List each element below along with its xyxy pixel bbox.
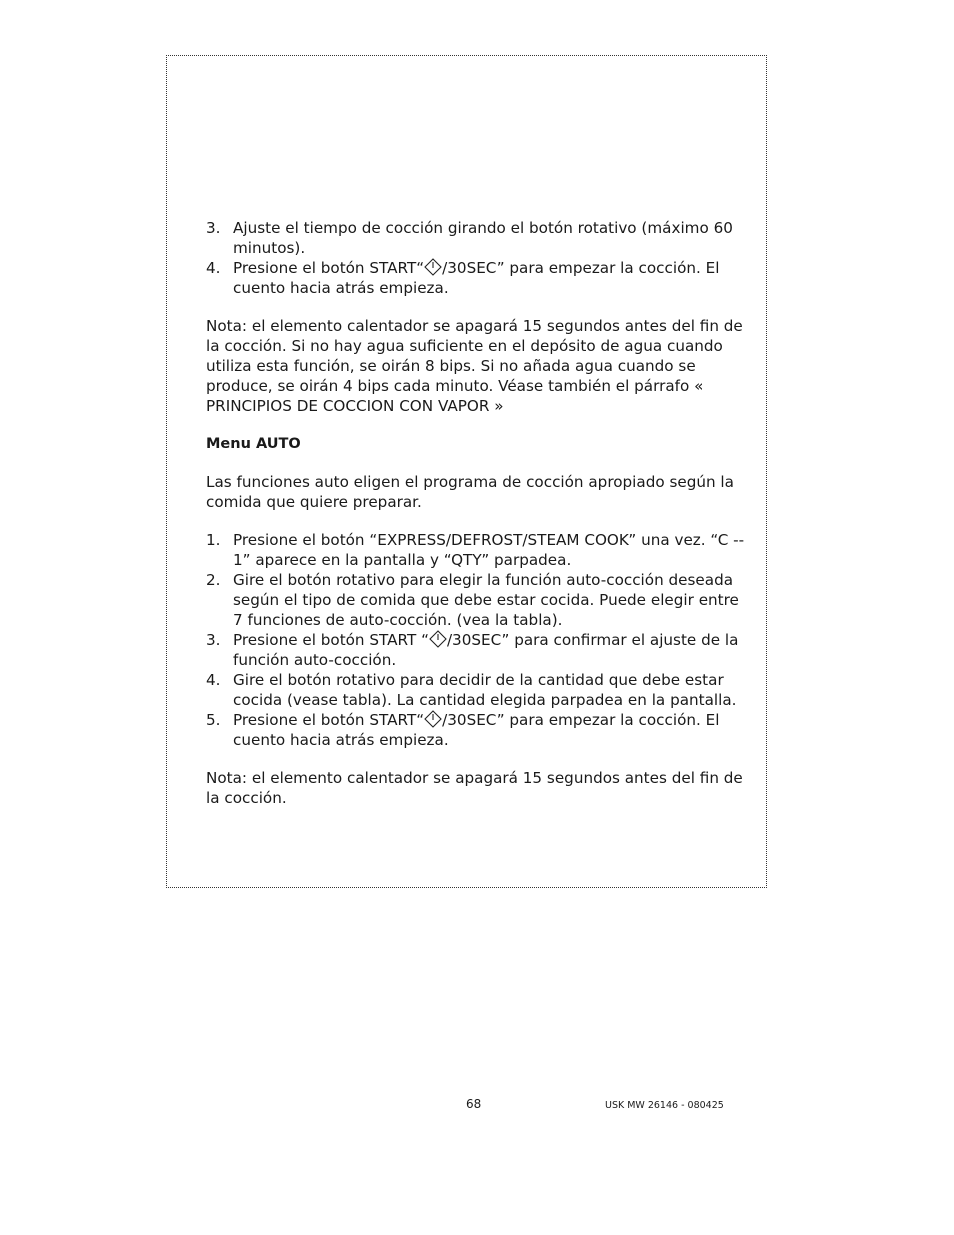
note-paragraph: Nota: el elemento calentador se apagará 15 segundos antes del fin de la cocción. Si no hay agua suficiente en el depósito de agua cuando utiliza esta función, se oirán 8 bips. Si no añada agua cuando se produce, se oirán 4 bips cada minuto. Véase también el párrafo « PRINCIPIOS DE COCCION CON VAPOR » <box>206 317 743 415</box>
list-item: 4. Presione el botón START“ /30SEC” para empezar la cocción. El cuento hacia atrás empieza. <box>206 259 720 297</box>
page-number: 68 <box>466 1097 482 1111</box>
steps-list-b <box>206 530 751 750</box>
start-icon <box>424 710 442 728</box>
start-icon <box>429 630 447 648</box>
document-code: USK MW 26146 - 080425 <box>605 1100 724 1111</box>
list-item: 2. Gire el botón rotativo para elegir la función auto-cocción deseada según el tipo de comida que debe estar cocida. Puede elegir entre 7 funciones de auto-cocción. (vea la tabla). <box>206 571 739 629</box>
intro-paragraph: Las funciones auto eligen el programa de cocción apropiado según la comida que quiere preparar. <box>206 473 734 511</box>
list-item: 3. Ajuste el tiempo de cocción girando el botón rotativo (máximo 60 minutos). <box>206 219 733 257</box>
steps-list-a <box>206 218 751 298</box>
section-heading: Menu AUTO <box>206 436 301 452</box>
list-item: 3. Presione el botón START “ /30SEC” para confirmar el ajuste de la función auto-cocción. <box>206 631 739 669</box>
start-icon <box>424 258 442 276</box>
list-item: 5. Presione el botón START“ /30SEC” para empezar la cocción. El cuento hacia atrás empieza. <box>206 711 720 749</box>
manual-content <box>206 218 751 808</box>
list-item: 1. Presione el botón “EXPRESS/DEFROST/STEAM COOK” una vez. “C -- 1” aparece en la pantalla y “QTY” parpadea. <box>206 531 745 569</box>
list-item: 4. Gire el botón rotativo para decidir de la cantidad que debe estar cocida (vease tabla). La cantidad elegida parpadea en la pantalla. <box>206 671 737 709</box>
note-paragraph: Nota: el elemento calentador se apagará 15 segundos antes del fin de la cocción. <box>206 769 743 807</box>
